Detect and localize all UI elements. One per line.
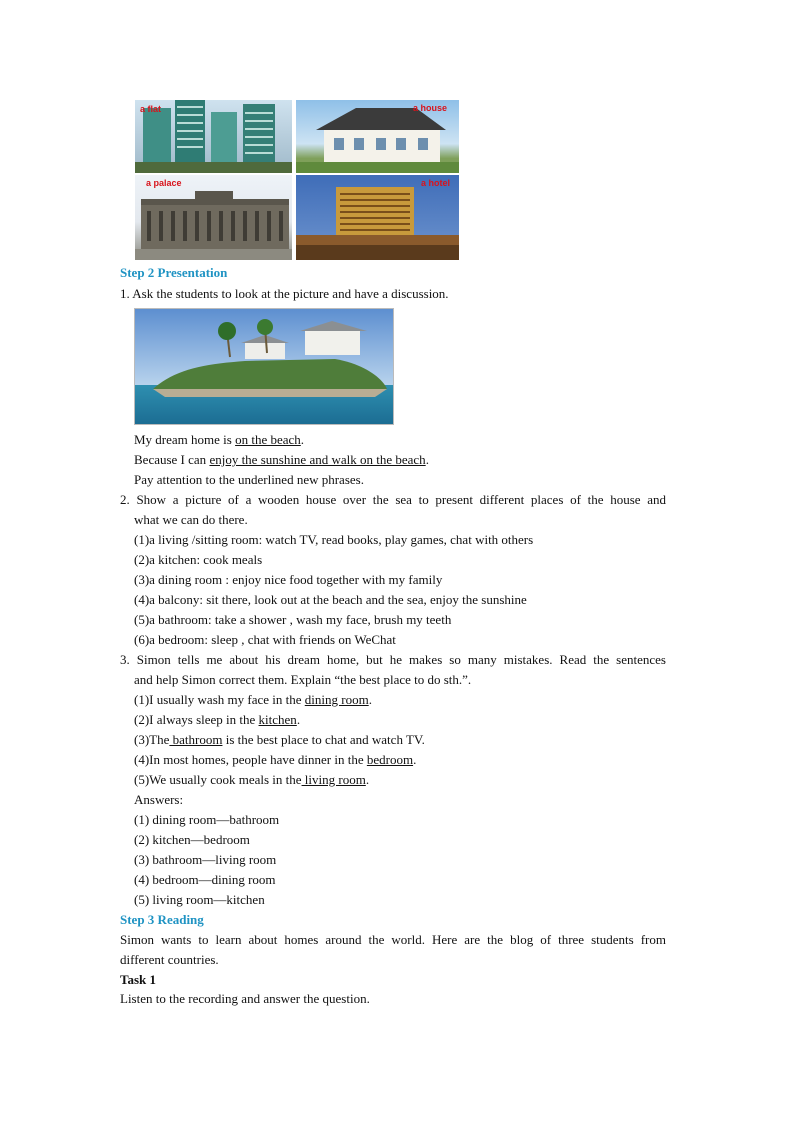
flat-label: a flat <box>140 104 162 114</box>
answer-item: (5) living room—kitchen <box>134 892 265 907</box>
step3-intro-line1: Simon wants to learn about homes around the world. Here are the blog of three students from <box>120 932 666 947</box>
step2-item3-line2: and help Simon correct them. Explain “the best place to do sth.”. <box>134 672 472 687</box>
task1-heading: Task 1 <box>120 972 157 987</box>
mistake-sentence: (2)I always sleep in the kitchen. <box>134 712 301 727</box>
room-item: (6)a bedroom: sleep , chat with friends on WeChat <box>134 632 396 647</box>
island-house-photo <box>134 308 394 425</box>
mistake-sentence: (1)I usually wash my face in the dining room. <box>134 692 372 707</box>
room-item: (2)a kitchen: cook meals <box>134 552 263 567</box>
task1-instruction: Listen to the recording and answer the question. <box>120 991 370 1006</box>
step2-heading: Step 2 Presentation <box>120 265 228 280</box>
step2-item2-line2: what we can do there. <box>134 512 248 527</box>
palace-photo <box>135 175 292 260</box>
step2-item3-line1: 3. Simon tells me about his dream home, but he makes so many mistakes. Read the sentences <box>120 652 666 667</box>
step3-intro-line2: different countries. <box>120 952 219 967</box>
house-label: a house <box>413 103 448 113</box>
hotel-label: a hotel <box>421 178 451 188</box>
underlined-phrase-enjoy-sunshine: enjoy the sunshine and walk on the beach <box>209 452 426 467</box>
mistake-underlined-word: kitchen <box>258 712 297 727</box>
mistake-sentence: (3)The bathroom is the best place to chat and watch TV. <box>134 732 425 747</box>
house-photo <box>296 100 459 173</box>
housing-types-image-grid <box>135 100 459 260</box>
mistake-underlined-word: bedroom <box>366 752 414 767</box>
attention-note: Pay attention to the underlined new phrases. <box>134 472 364 487</box>
answer-item: (3) bathroom—living room <box>134 852 277 867</box>
room-item: (5)a bathroom: take a shower , wash my face, brush my teeth <box>134 612 452 627</box>
step2-item2-line1: 2. Show a picture of a wooden house over the sea to present different places of the house and <box>120 492 666 507</box>
palace-label: a palace <box>146 178 182 188</box>
mistake-underlined-word: bathroom <box>169 732 223 747</box>
because-sentence: Because I can enjoy the sunshine and walk on the beach. <box>134 452 429 467</box>
mistake-underlined-word: dining room <box>304 692 369 707</box>
hotel-photo <box>296 175 459 260</box>
answer-item: (2) kitchen—bedroom <box>134 832 250 847</box>
step3-heading: Step 3 Reading <box>120 912 204 927</box>
flat-photo <box>135 100 292 173</box>
mistake-sentence: (4)In most homes, people have dinner in the bedroom. <box>134 752 417 767</box>
step2-item1: 1. Ask the students to look at the picture and have a discussion. <box>120 286 449 301</box>
mistake-sentence: (5)We usually cook meals in the living room. <box>134 772 370 787</box>
dream-home-sentence: My dream home is on the beach. <box>134 432 305 447</box>
answers-label: Answers: <box>134 792 184 807</box>
room-item: (4)a balcony: sit there, look out at the beach and the sea, enjoy the sunshine <box>134 592 527 607</box>
mistake-underlined-word: living room <box>301 772 366 787</box>
answer-item: (1) dining room—bathroom <box>134 812 280 827</box>
underlined-phrase-on-the-beach: on the beach <box>235 432 301 447</box>
answer-item: (4) bedroom—dining room <box>134 872 276 887</box>
room-item: (1)a living /sitting room: watch TV, read books, play games, chat with others <box>134 532 534 547</box>
room-item: (3)a dining room : enjoy nice food together with my family <box>134 572 443 587</box>
